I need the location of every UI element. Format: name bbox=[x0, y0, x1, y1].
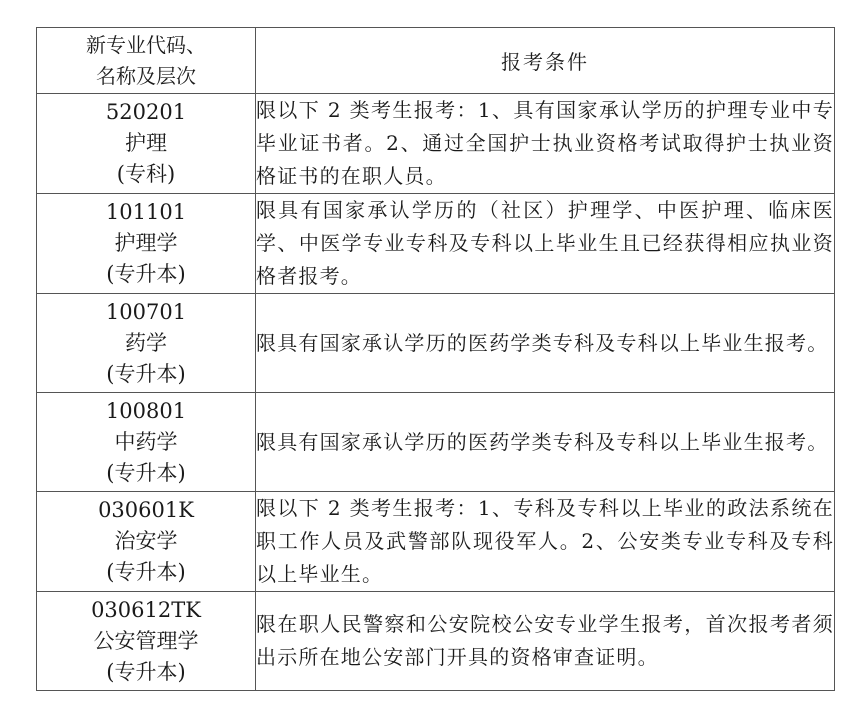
major-code: 101101 bbox=[105, 200, 187, 224]
major-code: 100801 bbox=[105, 398, 187, 423]
major-cell bbox=[37, 194, 256, 294]
condition-cell: 限具有国家承认学历的（社区）护理学、中医护理、临床医学、中医学专业专科及专科以上毕业生且已经获得相应执业资格者报考。 bbox=[256, 194, 835, 294]
major-level: (专科) bbox=[116, 162, 176, 186]
major-name: 药学 bbox=[125, 330, 167, 355]
major-cell bbox=[37, 393, 256, 492]
major-code: 030601K bbox=[98, 498, 194, 522]
header-conditions: 报考条件 bbox=[256, 28, 835, 94]
table-row bbox=[37, 592, 835, 691]
table-row bbox=[37, 393, 835, 492]
table-row bbox=[37, 294, 835, 393]
major-name: 护理 bbox=[125, 131, 167, 155]
condition-cell: 限在职人民警察和公安院校公安专业学生报考，首次报考者须出示所在地公安部门开具的资格审查证明。 bbox=[256, 592, 835, 691]
header-col1-line1: 新专业代码、 bbox=[86, 32, 206, 57]
table-row bbox=[37, 94, 835, 194]
major-level: (专升本) bbox=[106, 659, 186, 684]
major-cell bbox=[37, 592, 256, 691]
condition-cell: 限具有国家承认学历的医药学类专科及专科以上毕业生报考。 bbox=[256, 393, 835, 492]
major-name: 治安学 bbox=[114, 529, 178, 553]
major-name: 护理学 bbox=[114, 231, 178, 255]
major-cell bbox=[37, 492, 256, 592]
major-code: 030612TK bbox=[91, 597, 201, 622]
table-row bbox=[37, 194, 835, 294]
major-cell bbox=[37, 294, 256, 393]
major-name: 中药学 bbox=[114, 429, 178, 454]
header-major-code-name-level bbox=[37, 28, 256, 94]
condition-cell: 限以下 2 类考生报考：1、专科及专科以上毕业的政法系统在职工作人员及武警部队现役军人。2、公安类专业专科及专科以上毕业生。 bbox=[256, 492, 835, 592]
header-col1-line2: 名称及层次 bbox=[96, 63, 196, 88]
major-code: 100701 bbox=[105, 299, 187, 324]
major-code: 520201 bbox=[105, 100, 187, 124]
table-header-row bbox=[37, 28, 835, 94]
condition-cell: 限具有国家承认学历的医药学类专科及专科以上毕业生报考。 bbox=[256, 294, 835, 393]
major-level: (专升本) bbox=[106, 460, 186, 485]
major-level: (专升本) bbox=[106, 262, 186, 286]
major-level: (专升本) bbox=[106, 560, 186, 584]
major-name: 公安管理学 bbox=[93, 628, 199, 653]
condition-cell: 限以下 2 类考生报考：1、具有国家承认学历的护理专业中专毕业证书者。2、通过全国护士执业资格考试取得护士执业资格证书的在职人员。 bbox=[256, 94, 835, 194]
major-cell bbox=[37, 94, 256, 194]
major-level: (专升本) bbox=[106, 361, 186, 386]
admission-requirements-table bbox=[36, 27, 835, 691]
table-row bbox=[37, 492, 835, 592]
